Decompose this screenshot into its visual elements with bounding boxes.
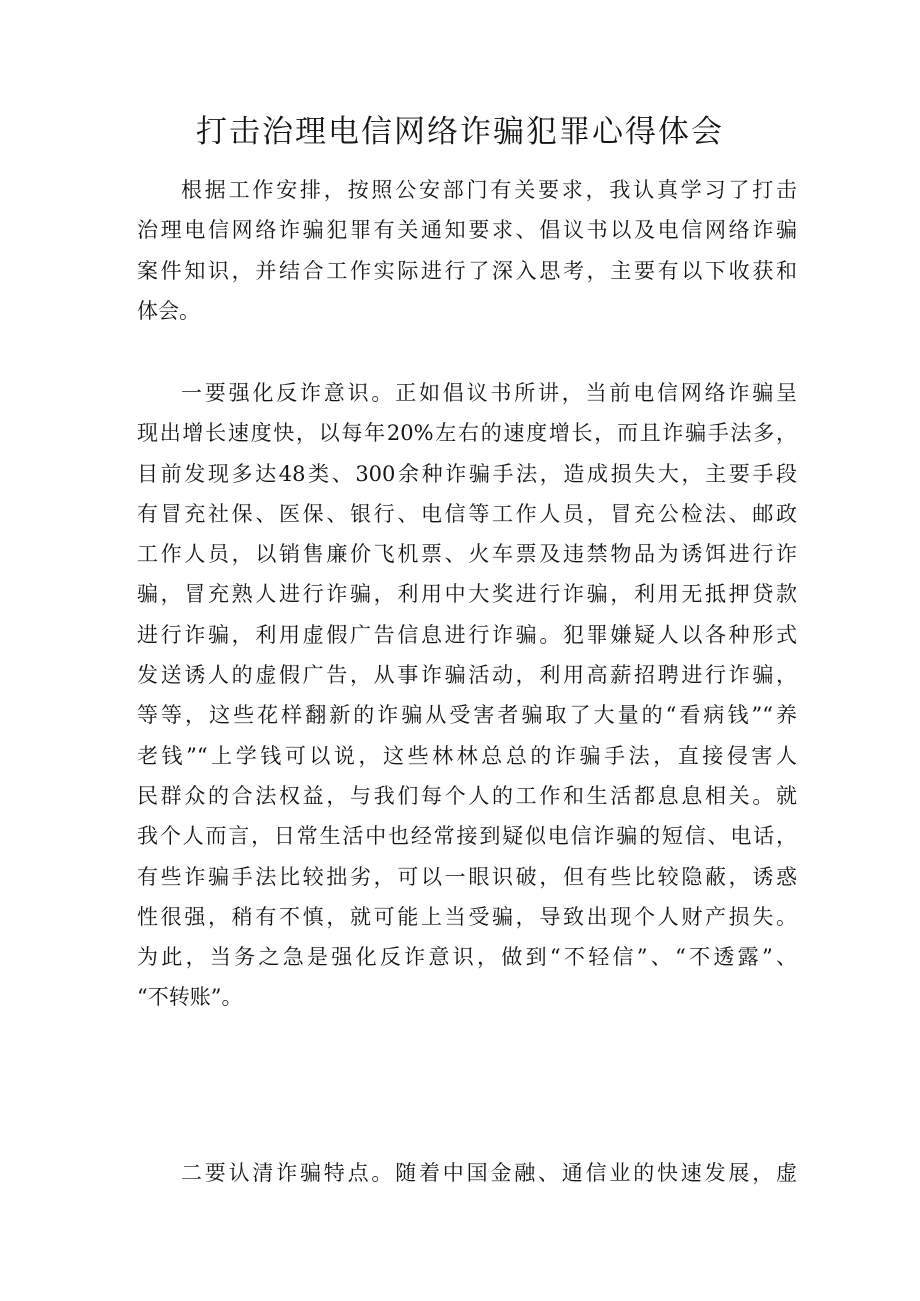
document-title: 打击治理电信网络诈骗犯罪心得体会 [196, 114, 724, 150]
text-line: 民群众的合法权益，与我们每个人的工作和生活都息息相关。就 [137, 783, 797, 808]
text-line: 根据工作安排，按照公安部门有关要求，我认真学习了打击 [181, 178, 797, 202]
text-line: 为此，当务之急是强化反诈意识，做到“不轻信”、“不透露”、 [137, 945, 797, 970]
text-line: 等等，这些花样翻新的诈骗从受害者骗取了大量的“看病钱”“养 [137, 703, 797, 728]
text-line: 目前发现多达48类、300余种诈骗手法，造成损失大，主要手段 [137, 461, 797, 486]
paragraph-intro [137, 170, 797, 331]
text-line: 发送诱人的虚假广告，从事诈骗活动，利用高薪招聘进行诈骗， [137, 663, 797, 688]
text-line: 老钱”“上学钱可以说，这些林林总总的诈骗手法，直接侵害人 [137, 743, 797, 768]
text-line: 有些诈骗手法比较拙劣，可以一眼识破，但有些比较隐蔽，诱惑 [137, 864, 797, 889]
text-line: 工作人员，以销售廉价飞机票、火车票及违禁物品为诱饵进行诈 [137, 542, 797, 567]
text-line: 案件知识，并结合工作实际进行了深入思考，主要有以下收获和 [137, 258, 797, 283]
text-line: 一要强化反诈意识。正如倡议书所讲，当前电信网络诈骗呈 [181, 381, 797, 405]
text-line: 二要认清诈骗特点。随着中国金融、通信业的快速发展，虚 [181, 1161, 797, 1185]
text-line: 骗，冒充熟人进行诈骗，利用中大奖进行诈骗，利用无抵押贷款 [137, 582, 797, 607]
text-line: 体会。 [137, 298, 200, 323]
text-line: 性很强，稍有不慎，就可能上当受骗，导致出现个人财产损失。 [137, 904, 797, 929]
text-line: 治理电信网络诈骗犯罪有关通知要求、倡议书以及电信网络诈骗 [137, 218, 797, 243]
text-line: 进行诈骗，利用虚假广告信息进行诈骗。犯罪嫌疑人以各种形式 [137, 622, 797, 647]
text-line: 我个人而言，日常生活中也经常接到疑似电信诈骗的短信、电话， [137, 824, 797, 849]
paragraph-point-one [137, 373, 797, 1018]
text-line: “不转账”。 [137, 985, 243, 1010]
paragraph-point-two [137, 1153, 797, 1193]
text-line: 有冒充社保、医保、银行、电信等工作人员，冒充公检法、邮政 [137, 501, 797, 526]
text-line: 现出增长速度快，以每年20%左右的速度增长，而且诈骗手法多， [137, 421, 797, 446]
